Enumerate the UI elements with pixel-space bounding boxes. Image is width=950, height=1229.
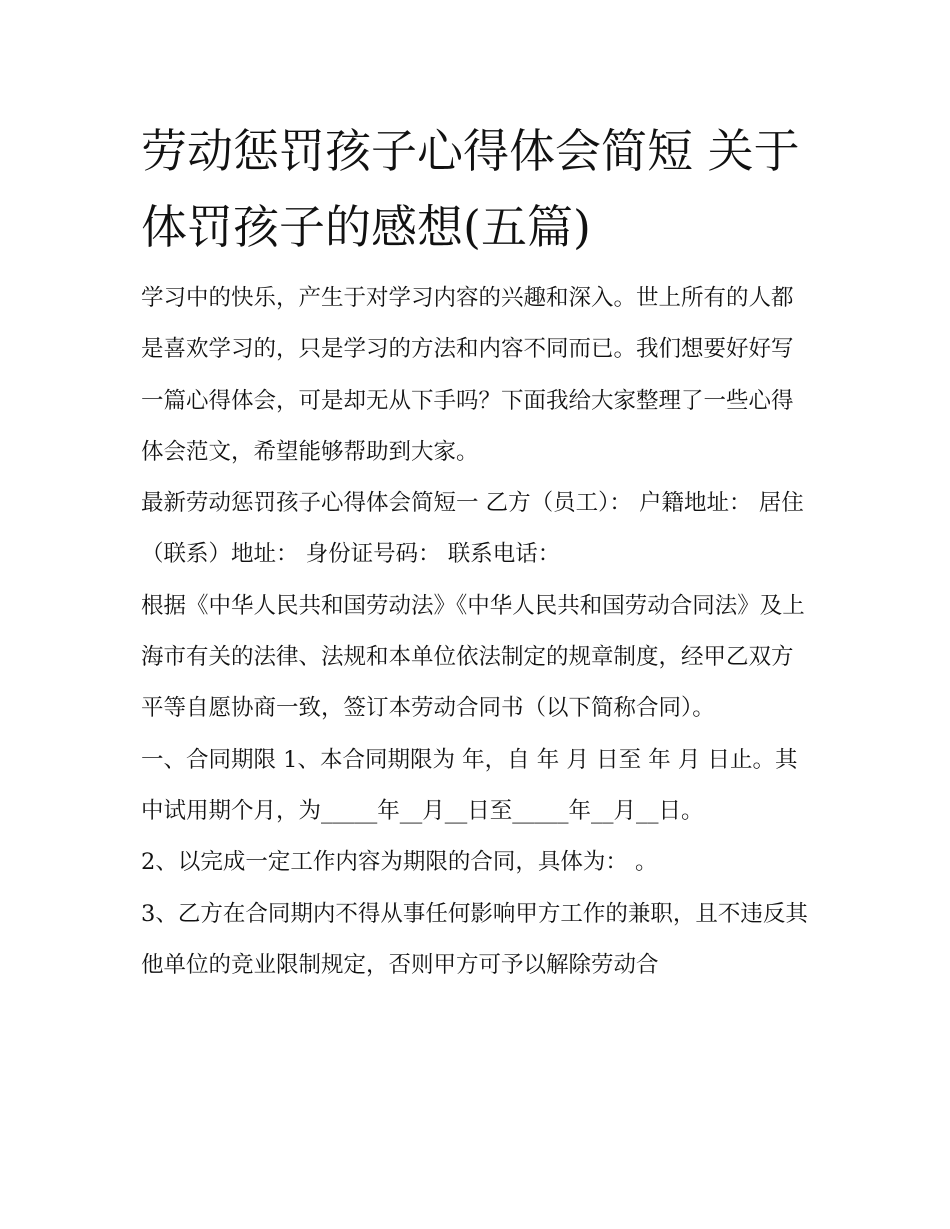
paragraph-legal-basis: 根据《中华人民共和国劳动法》《中华人民共和国劳动合同法》及上海市有关的法律、法规和本单位依法制定的规章制度，经甲乙双方平等自愿协商一致，签订本劳动合同书（以下简称合同）。 — [141, 592, 805, 722]
document-page — [141, 113, 813, 991]
paragraph-intro: 学习中的快乐，产生于对学习内容的兴趣和深入。世上所有的人都是喜欢学习的，只是学习的方法和内容不同而已。我们想要好好写一篇心得体会，可是却无从下手吗？下面我给大家整理了一些心得体会范文，希望能够帮助到大家。 — [141, 285, 794, 465]
paragraph-contract-term: 一、合同期限 1、本合同期限为 年，自 年 月 日至 年 月 日止。其中试用期个月，为_____年__月__日至_____年__月__日。 — [141, 746, 798, 824]
paragraph-party-info: 最新劳动惩罚孩子心得体会简短一 乙方（员工）： 户籍地址： 居住（联系）地址： 身份证号码： 联系电话： — [141, 490, 804, 568]
paragraph-work-term: 2、以完成一定工作内容为期限的合同，具体为： 。 — [141, 849, 658, 876]
paragraph-no-side-job: 3、乙方在合同期内不得从事任何影响甲方工作的兼职，且不违反其他单位的竞业限制规定，否则甲方可予以解除劳动合 — [141, 900, 808, 978]
document-title: 劳动惩罚孩子心得体会简短 关于体罚孩子的感想(五篇) — [141, 124, 800, 254]
document-body — [141, 273, 813, 991]
